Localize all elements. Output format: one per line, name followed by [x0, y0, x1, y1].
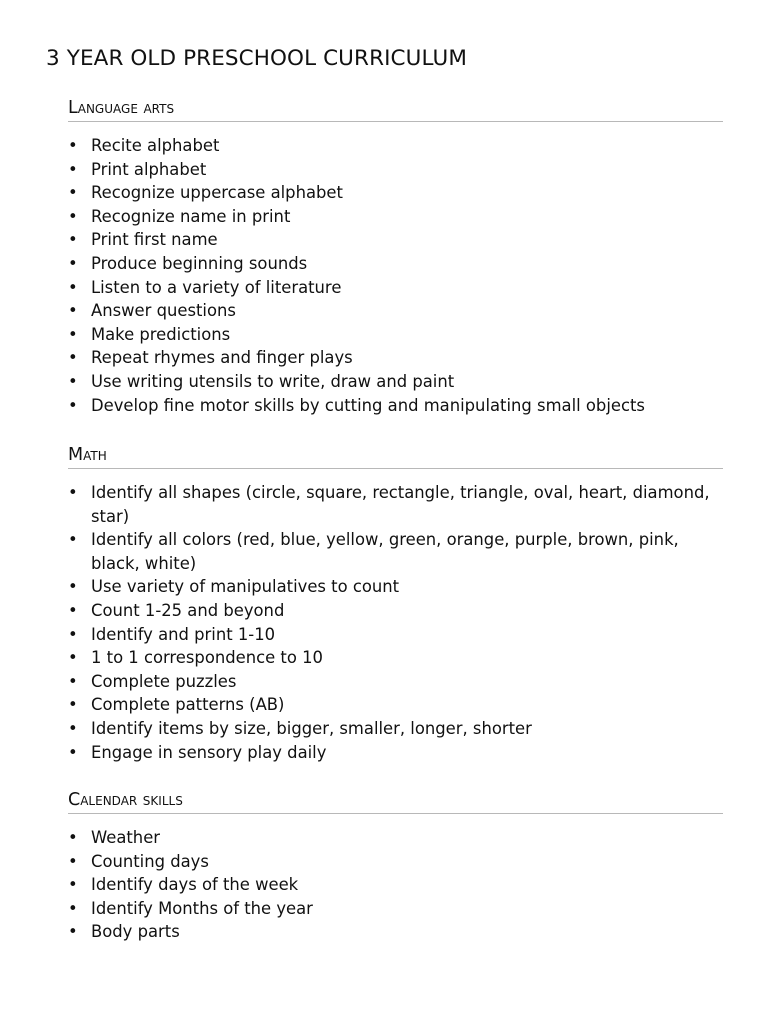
- list-item: [68, 205, 723, 229]
- list-item: [68, 134, 723, 158]
- bullet-icon: •: [68, 348, 78, 368]
- list-item-text: Identify Months of the year: [91, 898, 313, 918]
- bullet-icon: •: [68, 277, 78, 297]
- bullet-icon: •: [68, 324, 78, 344]
- section-language-arts: [68, 96, 723, 417]
- bullet-icon: •: [68, 577, 78, 597]
- list-item: [68, 575, 723, 599]
- list-item: [68, 228, 723, 252]
- bullet-icon: •: [68, 136, 78, 155]
- list-item-text: Identify and print 1-10: [91, 624, 276, 644]
- bullet-icon: •: [68, 875, 78, 895]
- list-item: [68, 717, 723, 741]
- list-item: [68, 850, 723, 874]
- list-item: [68, 528, 723, 575]
- list-item-text: Make predictions: [91, 324, 231, 344]
- list-item-text: Recognize name in print: [91, 206, 291, 226]
- bullet-list: [68, 134, 723, 417]
- bullet-list: [68, 826, 723, 944]
- section-heading: Language arts: [68, 96, 723, 122]
- list-item: [68, 897, 723, 921]
- bullet-icon: •: [68, 253, 78, 273]
- bullet-icon: •: [68, 922, 78, 942]
- list-item: [68, 623, 723, 647]
- list-item-text: Identify all colors (red, blue, yellow, green, orange, purple, brown, pink, black, white): [91, 530, 679, 573]
- list-item-text: Complete puzzles: [91, 671, 237, 691]
- section-calendar-skills: [68, 788, 723, 944]
- bullet-icon: •: [68, 395, 78, 415]
- list-item-text: Identify days of the week: [91, 875, 299, 895]
- section-heading: Math: [68, 443, 723, 469]
- bullet-icon: •: [68, 530, 78, 550]
- list-item: [68, 670, 723, 694]
- bullet-icon: •: [68, 230, 78, 250]
- list-item-text: Print alphabet: [91, 159, 207, 179]
- list-item-text: Identify all shapes (circle, square, rectangle, triangle, oval, heart, diamond, star): [91, 483, 710, 526]
- bullet-icon: •: [68, 695, 78, 715]
- bullet-icon: •: [68, 742, 78, 762]
- bullet-icon: •: [68, 159, 78, 179]
- list-item: [68, 920, 723, 944]
- list-item: [68, 323, 723, 347]
- list-item-text: Listen to a variety of literature: [91, 277, 342, 297]
- list-item-text: Weather: [91, 828, 161, 847]
- list-item-text: Count 1-25 and beyond: [91, 600, 285, 620]
- list-item: [68, 276, 723, 300]
- list-item-text: Print first name: [91, 230, 218, 250]
- bullet-list: [68, 481, 723, 764]
- list-item-text: Use variety of manipulatives to count: [91, 577, 400, 597]
- list-item-text: Body parts: [91, 922, 180, 942]
- bullet-icon: •: [68, 624, 78, 644]
- list-item: [68, 299, 723, 323]
- bullet-icon: •: [68, 671, 78, 691]
- list-item: [68, 481, 723, 528]
- list-item: [68, 346, 723, 370]
- list-item-text: Recite alphabet: [91, 136, 220, 155]
- list-item-text: 1 to 1 correspondence to 10: [91, 648, 323, 668]
- bullet-icon: •: [68, 371, 78, 391]
- list-item: [68, 181, 723, 205]
- list-item: [68, 646, 723, 670]
- section-math: [68, 443, 723, 764]
- list-item-text: Answer questions: [91, 301, 236, 321]
- list-item-text: Identify items by size, bigger, smaller, longer, shorter: [91, 718, 532, 738]
- list-item: [68, 394, 723, 418]
- list-item-text: Engage in sensory play daily: [91, 742, 327, 762]
- list-item: [68, 693, 723, 717]
- list-item: [68, 826, 723, 850]
- bullet-icon: •: [68, 648, 78, 668]
- bullet-icon: •: [68, 483, 78, 502]
- list-item: [68, 873, 723, 897]
- list-item-text: Develop fine motor skills by cutting and manipulating small objects: [91, 395, 645, 415]
- bullet-icon: •: [68, 718, 78, 738]
- list-item-text: Complete patterns (AB): [91, 695, 285, 715]
- list-item-text: Recognize uppercase alphabet: [91, 183, 343, 203]
- bullet-icon: •: [68, 301, 78, 321]
- bullet-icon: •: [68, 898, 78, 918]
- bullet-icon: •: [68, 206, 78, 226]
- list-item: [68, 370, 723, 394]
- list-item: [68, 741, 723, 765]
- section-heading: Calendar skills: [68, 788, 723, 814]
- list-item: [68, 158, 723, 182]
- list-item-text: Counting days: [91, 851, 209, 871]
- page-title: 3 YEAR OLD PRESCHOOL CURRICULUM: [46, 46, 467, 71]
- bullet-icon: •: [68, 600, 78, 620]
- bullet-icon: •: [68, 828, 78, 847]
- list-item-text: Repeat rhymes and finger plays: [91, 348, 353, 368]
- list-item-text: Use writing utensils to write, draw and paint: [91, 371, 455, 391]
- list-item-text: Produce beginning sounds: [91, 253, 308, 273]
- list-item: [68, 252, 723, 276]
- bullet-icon: •: [68, 851, 78, 871]
- list-item: [68, 599, 723, 623]
- bullet-icon: •: [68, 183, 78, 203]
